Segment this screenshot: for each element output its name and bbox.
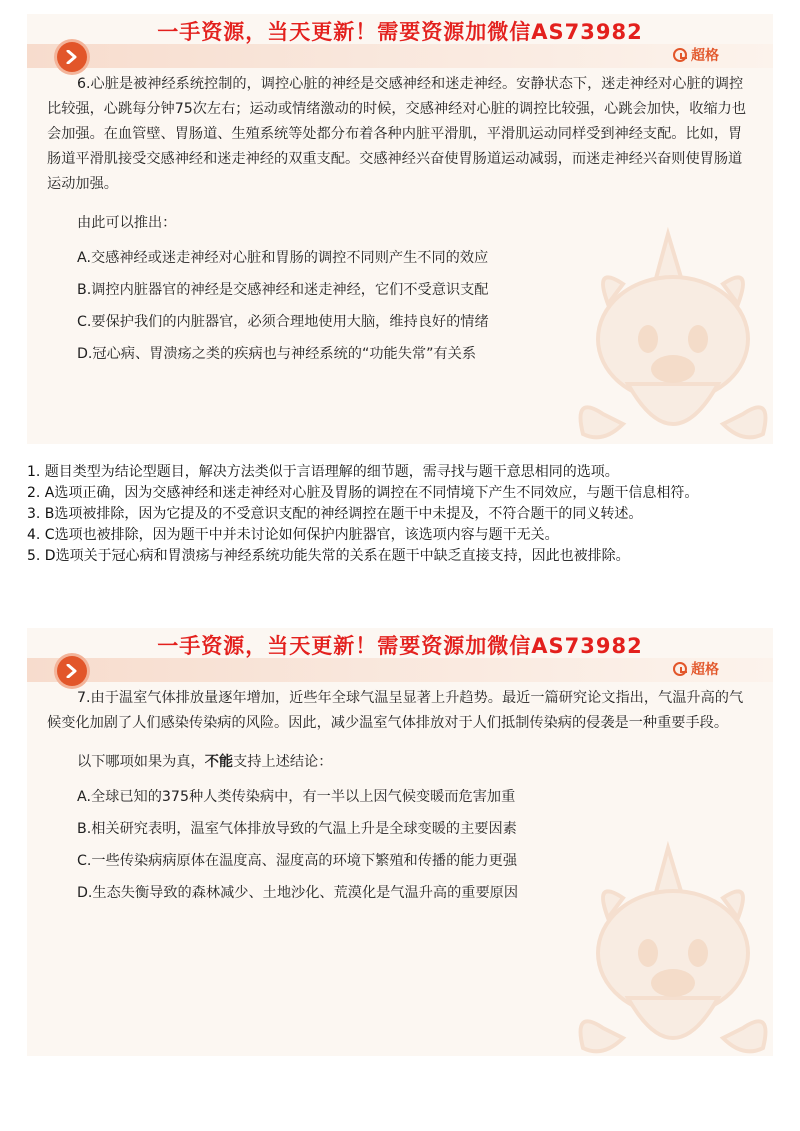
option-list [77,242,747,370]
option-d: D.冠心病、胃溃疡之类的疾病也与神经系统的“功能失常”有关系 [77,346,477,362]
prompt-text: 由此可以推出： [77,215,177,231]
option-b: B.调控内脏器官的神经是交感神经和迷走神经，它们不受意识支配 [77,282,489,298]
explanation-item: 3. B选项被排除，因为它提及的不受意识支配的神经调控在题干中未提及，不符合题干的同义转述。 [27,506,643,522]
brand-g-icon [673,48,687,62]
question-stem: 6.心脏是被神经系统控制的，调控心脏的神经是交感神经和迷走神经。安静状态下，迷走神经对心脏的调控比较强，心跳每分钟75次左右；运动或情绪激动的时候，交感神经对心脏的调控比较强，心跳会加快，收缩力也会加强。在血管壁、胃肠道、生殖系统等处都分布着各种内脏平滑肌，平滑肌运动同样受到神经支配。比如，胃肠道平滑肌接受交感神经和迷走神经的双重支配。交感神经兴奋使胃肠道运动减弱，而迷走神经兴奋则使胃肠道运动加强。 [47,76,747,192]
option-c: C.一些传染病病原体在温度高、湿度高的环境下繁殖和传播的能力更强 [77,853,518,869]
question-prompt [77,750,747,775]
slide-header [27,628,773,684]
chevron-right-icon [57,656,87,686]
explanation-list [27,462,773,567]
header-band [27,658,773,682]
question-stem: 7.由于温室气体排放量逐年增加，近些年全球气温呈显著上升趋势。最近一篇研究论文指出，气温升高的气候变化加剧了人们感染传染病的风险。因此，减少温室气体排放对于人们抵制传染病的侵袭是一种重要手段。 [47,690,744,731]
brand-logo [673,44,719,66]
option-b: B.相关研究表明，温室气体排放导致的气温上升是全球变暖的主要因素 [77,821,517,837]
prompt-text-tail: 支持上述结论： [233,754,333,770]
explanation-item: 1. 题目类型为结论型题目，解决方法类似于言语理解的细节题，需寻找与题干意思相同的选项。 [27,464,619,480]
prompt-text: 以下哪项如果为真， [77,754,205,770]
question-slide-6 [27,14,773,444]
option-a: A.全球已知的375种人类传染病中，有一半以上因气候变暖而危害加重 [77,789,516,805]
explanation-item: 5. D选项关于冠心病和胃溃疡与神经系统功能失常的关系在题干中缺乏直接支持，因此也被排除。 [27,548,630,564]
option-a: A.交感神经或迷走神经对心脏和胃肠的调控不同则产生不同的效应 [77,250,489,266]
question-prompt [77,211,747,236]
brand-name: 超格 [691,48,719,64]
explanation-item: 4. C选项也被排除，因为题干中并未讨论如何保护内脏器官，该选项内容与题干无关。 [27,527,559,543]
option-c: C.要保护我们的内脏器官，必须合理地使用大脑，维持良好的情绪 [77,314,489,330]
question-block [47,686,747,909]
watermark-title: 一手资源，当天更新！需要资源加微信AS73982 [157,634,643,658]
prompt-emphasis: 不能 [204,754,234,770]
option-d: D.生态失衡导致的森林减少、土地沙化、荒漠化是气温升高的重要原因 [77,885,519,901]
watermark-title: 一手资源，当天更新！需要资源加微信AS73982 [157,20,643,44]
brand-g-icon [673,662,687,676]
option-list [77,781,747,909]
question-block [47,72,747,370]
explanation-item: 2. A选项正确，因为交感神经和迷走神经对心脏及胃肠的调控在不同情境下产生不同效应，与题干信息相符。 [27,485,699,501]
header-band [27,44,773,68]
brand-name: 超格 [691,662,719,678]
question-slide-7 [27,628,773,1056]
chevron-right-icon [57,42,87,72]
brand-logo [673,658,719,680]
slide-header [27,14,773,70]
